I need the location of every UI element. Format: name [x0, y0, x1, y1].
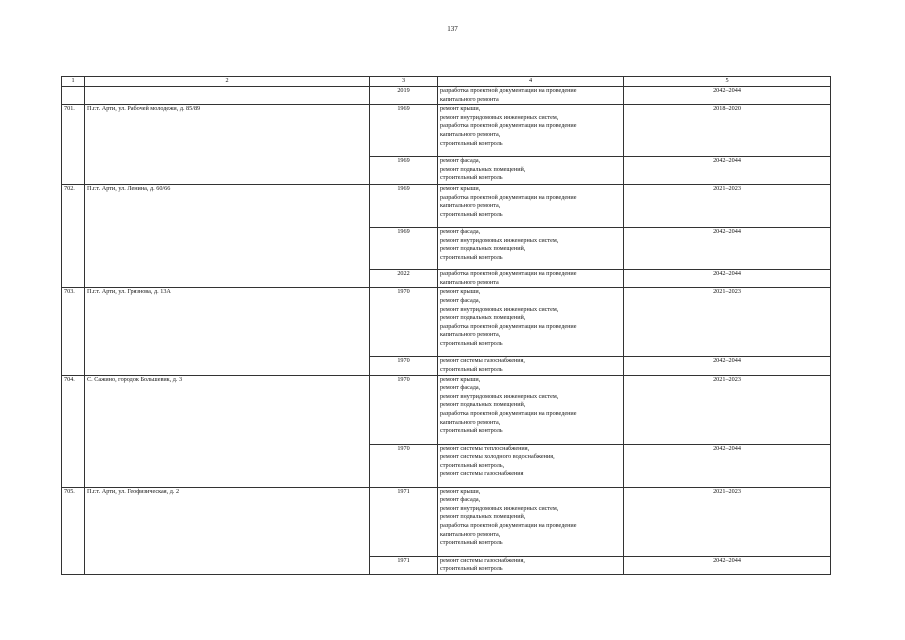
work-item: строительный контроль [440, 210, 503, 218]
work-item: ремонт подвальных помещений, [440, 513, 526, 521]
work-item: капитального ремонта [440, 95, 499, 103]
period-cell: 2042–2044 [624, 157, 831, 185]
works-cell [438, 270, 624, 288]
work-item: ремонт фасада, [440, 496, 481, 504]
period-cell: 2042–2044 [624, 87, 831, 105]
work-item: ремонт крыши, [440, 105, 481, 113]
work-item: строительный контроль [440, 174, 503, 182]
work-item: ремонт фасада, [440, 228, 481, 236]
work-item: ремонт внутридомовых инженерных систем, [440, 113, 559, 121]
year-cell: 1969 [370, 228, 438, 270]
address-cell: П.г.т. Арти, ул. Рабочей молодежи, д. 85/89 [85, 105, 370, 185]
page-number: 137 [447, 25, 458, 33]
period-cell: 2021–2023 [624, 487, 831, 556]
table-row [62, 288, 831, 357]
work-item: ремонт крыши, [440, 288, 481, 296]
work-item: ремонт подвальных помещений, [440, 314, 526, 322]
works-cell [438, 157, 624, 185]
work-item: ремонт системы холодного водоснабжения, [440, 453, 555, 461]
column-number-row [62, 77, 831, 87]
year-cell: 1970 [370, 375, 438, 444]
work-item: строительный контроль [440, 427, 503, 435]
year-cell: 1970 [370, 357, 438, 375]
column-header-2: 2 [85, 77, 370, 87]
work-item: ремонт системы газоснабжения, [440, 357, 525, 365]
repair-schedule-table [61, 76, 831, 575]
row-number-cell: 704. [62, 375, 85, 487]
year-cell: 1971 [370, 556, 438, 574]
work-item: ремонт подвальных помещений, [440, 401, 526, 409]
period-cell: 2042–2044 [624, 556, 831, 574]
work-item: ремонт крыши, [440, 375, 481, 383]
work-item: капитального ремонта, [440, 130, 501, 138]
table-row [62, 87, 831, 105]
works-cell [438, 87, 624, 105]
address-cell: С. Сажино, городок Большевик, д. 3 [85, 375, 370, 487]
work-item: ремонт внутридомовых инженерных систем, [440, 504, 559, 512]
year-cell: 1971 [370, 487, 438, 556]
work-item: строительный контроль [440, 565, 503, 573]
address-cell [85, 87, 370, 105]
year-cell: 1969 [370, 105, 438, 157]
work-item: ремонт внутридомовых инженерных систем, [440, 305, 559, 313]
period-cell: 2042–2044 [624, 228, 831, 270]
work-item: разработка проектной документации на проведение [440, 87, 577, 94]
row-number-cell: 703. [62, 288, 85, 375]
works-cell [438, 185, 624, 228]
work-item: капитального ремонта [440, 278, 499, 286]
year-cell: 1969 [370, 185, 438, 228]
work-item: ремонт системы газоснабжения [440, 470, 524, 478]
work-item: разработка проектной документации на проведение [440, 322, 577, 330]
work-item: ремонт внутридомовых инженерных систем, [440, 392, 559, 400]
work-item: строительный контроль [440, 139, 503, 147]
period-cell: 2042–2044 [624, 270, 831, 288]
address-cell: П.г.т. Арти, ул. Ленина, д. 60/66 [85, 185, 370, 288]
address-cell: П.г.т. Арти, ул. Геофизическая, д. 2 [85, 487, 370, 574]
works-cell [438, 375, 624, 444]
year-cell: 2019 [370, 87, 438, 105]
row-number-cell [62, 87, 85, 105]
row-number-cell: 705. [62, 487, 85, 574]
work-item: строительный контроль, [440, 461, 505, 469]
work-item: разработка проектной документации на проведение [440, 409, 577, 417]
works-cell [438, 444, 624, 487]
work-item: ремонт системы теплоснабжения, [440, 444, 530, 452]
column-header-4: 4 [438, 77, 624, 87]
work-item: ремонт подвальных помещений, [440, 165, 526, 173]
work-item: капитального ремонта, [440, 331, 501, 339]
address-cell: П.г.т. Арти, ул. Грязнова, д. 13А [85, 288, 370, 375]
works-cell [438, 288, 624, 357]
work-item: ремонт системы газоснабжения, [440, 556, 525, 564]
period-cell: 2042–2044 [624, 357, 831, 375]
work-item: ремонт фасада, [440, 384, 481, 392]
table-row [62, 105, 831, 157]
year-cell: 1969 [370, 157, 438, 185]
year-cell: 2022 [370, 270, 438, 288]
work-item: ремонт крыши, [440, 185, 481, 193]
table-row [62, 487, 831, 556]
column-header-3: 3 [370, 77, 438, 87]
works-cell [438, 105, 624, 157]
year-cell: 1970 [370, 444, 438, 487]
table-row [62, 185, 831, 228]
period-cell: 2018–2020 [624, 105, 831, 157]
work-item: ремонт внутридомовых инженерных систем, [440, 236, 559, 244]
work-item: разработка проектной документации на проведение [440, 521, 577, 529]
period-cell: 2021–2023 [624, 288, 831, 357]
work-item: ремонт подвальных помещений, [440, 245, 526, 253]
row-number-cell: 702. [62, 185, 85, 288]
work-item: ремонт фасада, [440, 296, 481, 304]
period-cell: 2021–2023 [624, 375, 831, 444]
work-item: капитального ремонта, [440, 418, 501, 426]
work-item: строительный контроль [440, 339, 503, 347]
period-cell: 2042–2044 [624, 444, 831, 487]
works-cell [438, 357, 624, 375]
column-header-5: 5 [624, 77, 831, 87]
work-item: ремонт фасада, [440, 157, 481, 165]
work-item: капитального ремонта, [440, 202, 501, 210]
works-cell [438, 228, 624, 270]
work-item: разработка проектной документации на проведение [440, 122, 577, 130]
work-item: капитального ремонта, [440, 530, 501, 538]
period-cell: 2021–2023 [624, 185, 831, 228]
works-cell [438, 487, 624, 556]
column-header-1: 1 [62, 77, 85, 87]
table-row [62, 375, 831, 444]
row-number-cell: 701. [62, 105, 85, 185]
work-item: ремонт крыши, [440, 487, 481, 495]
work-item: разработка проектной документации на проведение [440, 270, 577, 278]
work-item: разработка проектной документации на проведение [440, 193, 577, 201]
year-cell: 1970 [370, 288, 438, 357]
works-cell [438, 556, 624, 574]
work-item: строительный контроль [440, 253, 503, 261]
work-item: строительный контроль [440, 365, 503, 373]
work-item: строительный контроль [440, 539, 503, 547]
table-body [62, 77, 831, 575]
